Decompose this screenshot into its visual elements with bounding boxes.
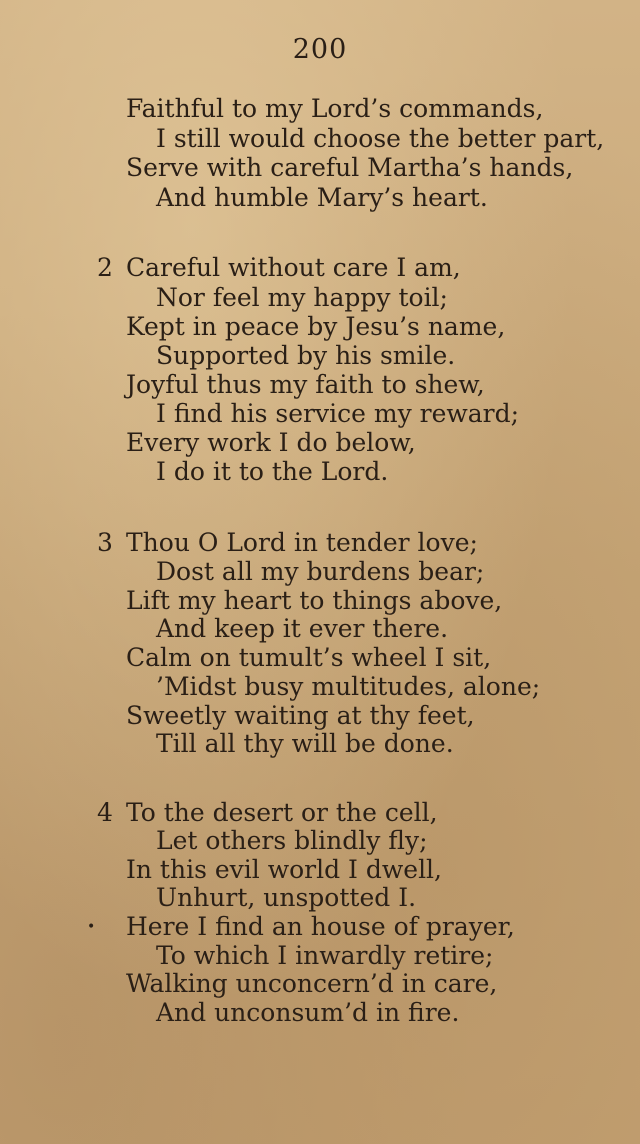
stanza-3-line-4: And keep it ever there. [156, 614, 449, 643]
stanza-4-line-4: Unhurt, unspotted I. [156, 883, 417, 912]
stanza-3-number: 3 [97, 528, 113, 557]
stanza-4-line-2: Let others blindly fly; [156, 826, 428, 855]
stanza-1-line-4: And humble Mary’s heart. [156, 183, 488, 212]
stanza-4-line-8: And unconsum’d in fire. [156, 998, 460, 1027]
stanza-2-line-5: Joyful thus my faith to shew, [126, 370, 485, 399]
stanza-3-line-7: Sweetly waiting at thy feet, [126, 701, 475, 730]
stanza-3-line-1: Thou O Lord in tender love; [126, 528, 478, 557]
stanza-4-line-6: To which I inwardly retire; [156, 941, 494, 970]
stanza-3-line-6: ’Midst busy multitudes, alone; [156, 672, 541, 701]
margin-mark-icon: • [87, 919, 96, 935]
stanza-2-line-8: I do it to the Lord. [156, 457, 389, 486]
stanza-2-line-3: Kept in peace by Jesu’s name, [126, 312, 506, 341]
stanza-3-line-2: Dost all my burdens bear; [156, 557, 485, 586]
stanza-2-line-6: I find his service my reward; [156, 399, 520, 428]
stanza-2-line-1: Careful without care I am, [126, 253, 461, 282]
stanza-2-line-7: Every work I do below, [126, 428, 416, 457]
stanza-1-line-2: I still would choose the better part, [156, 124, 605, 153]
stanza-4-number: 4 [97, 798, 113, 827]
stanza-4-line-1: To the desert or the cell, [126, 798, 438, 827]
stanza-1-line-1: Faithful to my Lord’s commands, [126, 94, 544, 123]
stanza-2-number: 2 [97, 253, 113, 282]
page-number: 200 [292, 34, 348, 65]
stanza-1-line-3: Serve with careful Martha’s hands, [126, 153, 574, 182]
stanza-2-line-4: Supported by his smile. [156, 341, 456, 370]
stanza-4-line-7: Walking unconcern’d in care, [126, 969, 498, 998]
stanza-3-line-8: Till all thy will be done. [156, 729, 454, 758]
stanza-4-line-3: In this evil world I dwell, [126, 855, 443, 884]
stanza-2-line-2: Nor feel my happy toil; [156, 283, 448, 312]
stanza-3-line-5: Calm on tumult’s wheel I sit, [126, 643, 492, 672]
stanza-3-line-3: Lift my heart to things above, [126, 586, 503, 615]
stanza-4-line-5: Here I find an house of prayer, [126, 912, 515, 941]
